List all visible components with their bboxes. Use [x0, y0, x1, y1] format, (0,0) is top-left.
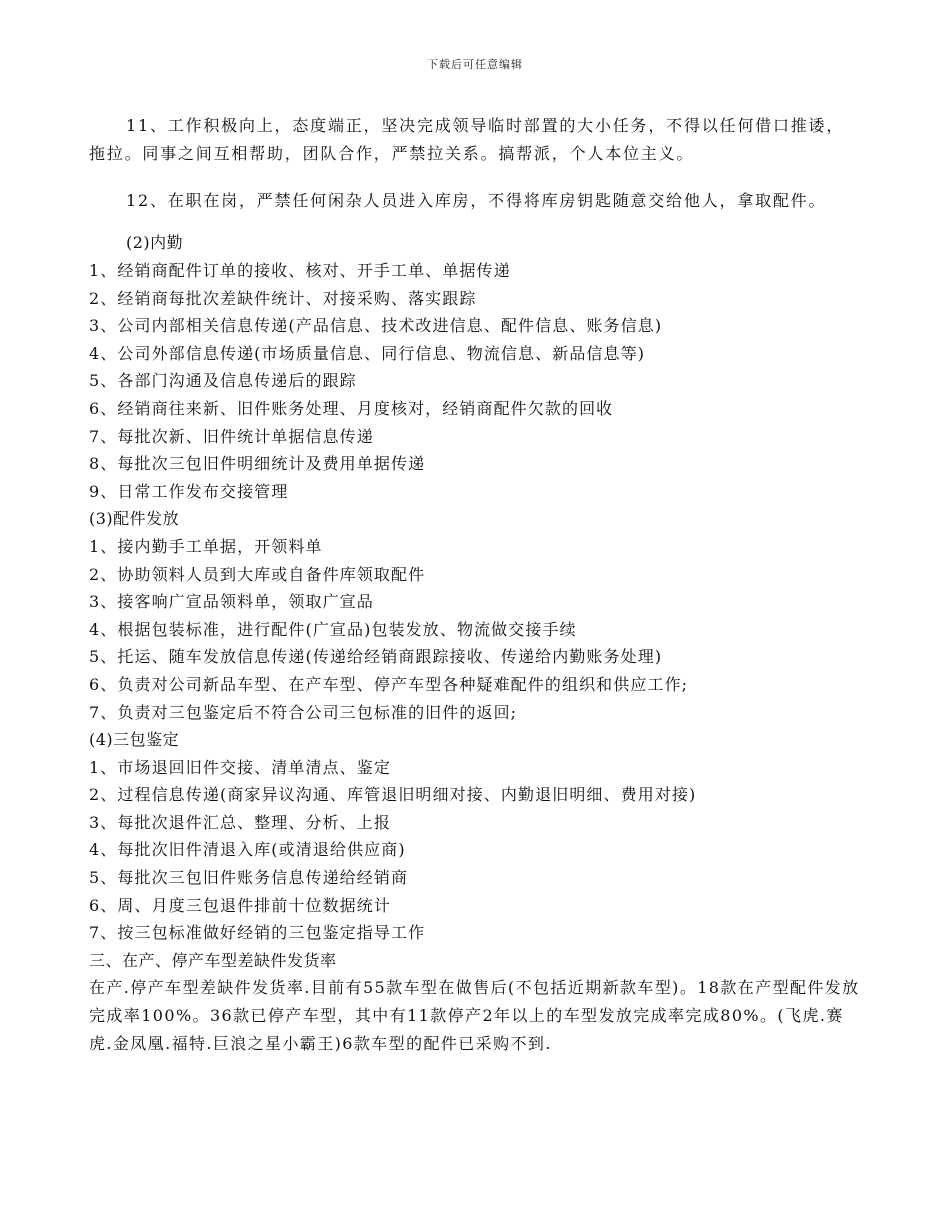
section-3-heading: (3)配件发放	[89, 509, 180, 529]
list-item: 4、公司外部信息传递(市场质量信息、同行信息、物流信息、新品信息等)	[89, 343, 646, 363]
list-item: 4、根据包装标准，进行配件(广宣品)包装发放、物流做交接手续	[89, 619, 577, 639]
paragraph-11: 11、工作积极向上，态度端正，坚决完成领导临时部置的大小任务，不得以任何借口推诿，拖拉。同事之间互相帮助，团队合作，严禁拉关系。搞帮派，个人本位主义。	[89, 116, 845, 163]
list-item: 3、接客响广宣品领料单，领取广宣品	[89, 592, 374, 612]
list-item: 2、经销商每批次差缺件统计、对接采购、落实跟踪	[89, 288, 477, 308]
list-item: 8、每批次三包旧件明细统计及费用单据传递	[89, 454, 426, 474]
list-item: 5、托运、随车发放信息传递(传递给经销商跟踪接收、传递给内勤账务处理)	[89, 647, 663, 667]
header-note: 下载后可任意编辑	[427, 58, 523, 71]
list-item: 2、协助领料人员到大库或自备件库领取配件	[89, 564, 426, 584]
list-item: 2、过程信息传递(商家异议沟通、库管退旧明细对接、内勤退旧明细、费用对接)	[89, 785, 697, 805]
section-4-heading: (4)三包鉴定	[89, 730, 180, 750]
list-item: 4、每批次旧件清退入库(或清退给供应商)	[89, 840, 406, 860]
list-item: 5、各部门沟通及信息传递后的跟踪	[89, 371, 357, 391]
list-item: 7、按三包标准做好经销的三包鉴定指导工作	[89, 923, 426, 943]
list-item: 6、经销商往来新、旧件账务处理、月度核对，经销商配件欠款的回收	[89, 398, 614, 418]
list-item: 1、经销商配件订单的接收、核对、开手工单、单据传递	[89, 261, 511, 280]
list-item: 5、每批次三包旧件账务信息传递给经销商	[89, 868, 409, 888]
section-three-heading: 三、在产、停产车型差缺件发货率	[89, 950, 337, 970]
list-item: 1、市场退回旧件交接、清单清点、鉴定	[89, 757, 391, 777]
section-three-body: 在产.停产车型差缺件发货率.目前有55款车型在做售后(不包括近期新款车型)。18款在产型配件发放完成率100%。36款已停产车型，其中有11款停产2年以上的车型发放完成率完成80%。(飞虎.赛虎.金凤凰.福特.巨浪之星小霸王)6款车型的配件已采购不到.	[89, 978, 860, 1053]
list-item: 7、每批次新、旧件统计单据信息传递	[89, 426, 374, 446]
section-3-list	[89, 533, 861, 726]
list-item: 6、负责对公司新品车型、在产车型、停产车型各种疑难配件的组织和供应工作;	[89, 674, 689, 694]
document-body	[89, 112, 861, 1057]
list-item: 7、负责对三包鉴定后不符合公司三包标准的旧件的返回;	[89, 702, 518, 722]
list-item: 6、周、月度三包退件排前十位数据统计	[89, 895, 391, 915]
list-item: 3、公司内部相关信息传递(产品信息、技术改进信息、配件信息、账务信息)	[89, 316, 663, 336]
list-item: 1、接内勤手工单据，开领料单	[89, 536, 323, 556]
list-item: 3、每批次退件汇总、整理、分析、上报	[89, 812, 391, 832]
list-item: 9、日常工作发布交接管理	[89, 481, 289, 501]
section-2-heading: (2)内勤	[126, 233, 184, 252]
paragraph-12: 12、在职在岗，严禁任何闲杂人员进入库房，不得将库房钥匙随意交给他人，拿取配件。	[126, 191, 827, 210]
section-4-list	[89, 754, 861, 947]
section-2-list	[89, 257, 861, 505]
